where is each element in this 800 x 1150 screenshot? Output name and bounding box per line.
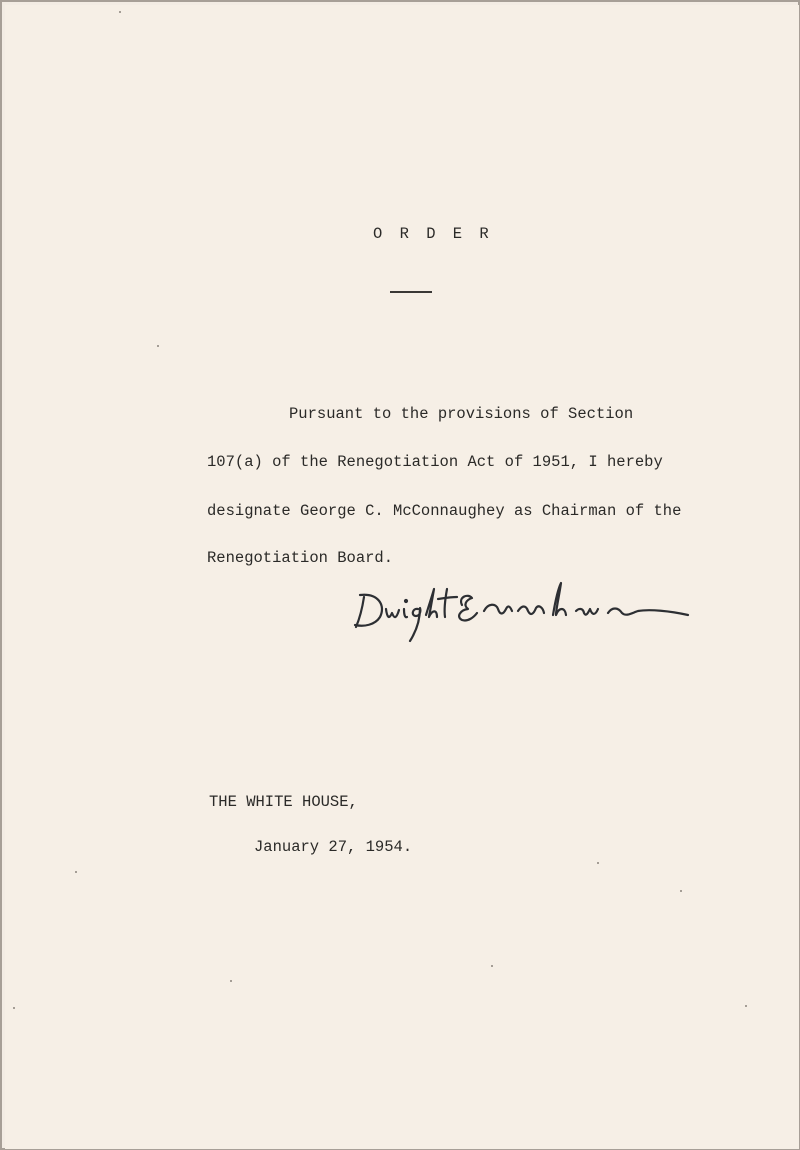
paper-speck <box>491 965 493 967</box>
body-line-2: 107(a) of the Renegotiation Act of 1951, I hereby <box>207 453 663 471</box>
paper-speck <box>680 890 682 892</box>
paper-speck <box>13 1007 15 1009</box>
body-line-4: Renegotiation Board. <box>207 549 394 567</box>
paper-speck <box>230 980 232 982</box>
document-title: O R D E R <box>373 225 493 243</box>
paper-speck <box>157 345 159 347</box>
paper-speck <box>75 871 77 873</box>
paper-speck <box>597 862 599 864</box>
title-underline-divider <box>390 291 432 293</box>
body-line-1: Pursuant to the provisions of Section <box>289 405 634 423</box>
place-line: THE WHITE HOUSE, <box>209 793 358 811</box>
body-line-3: designate George C. McConnaughey as Chairman of the <box>207 502 682 520</box>
handwritten-signature <box>350 575 700 655</box>
paper-speck <box>745 1005 747 1007</box>
paper-speck <box>119 11 121 13</box>
paper-sheet <box>5 5 799 1149</box>
date-line: January 27, 1954. <box>254 838 413 856</box>
